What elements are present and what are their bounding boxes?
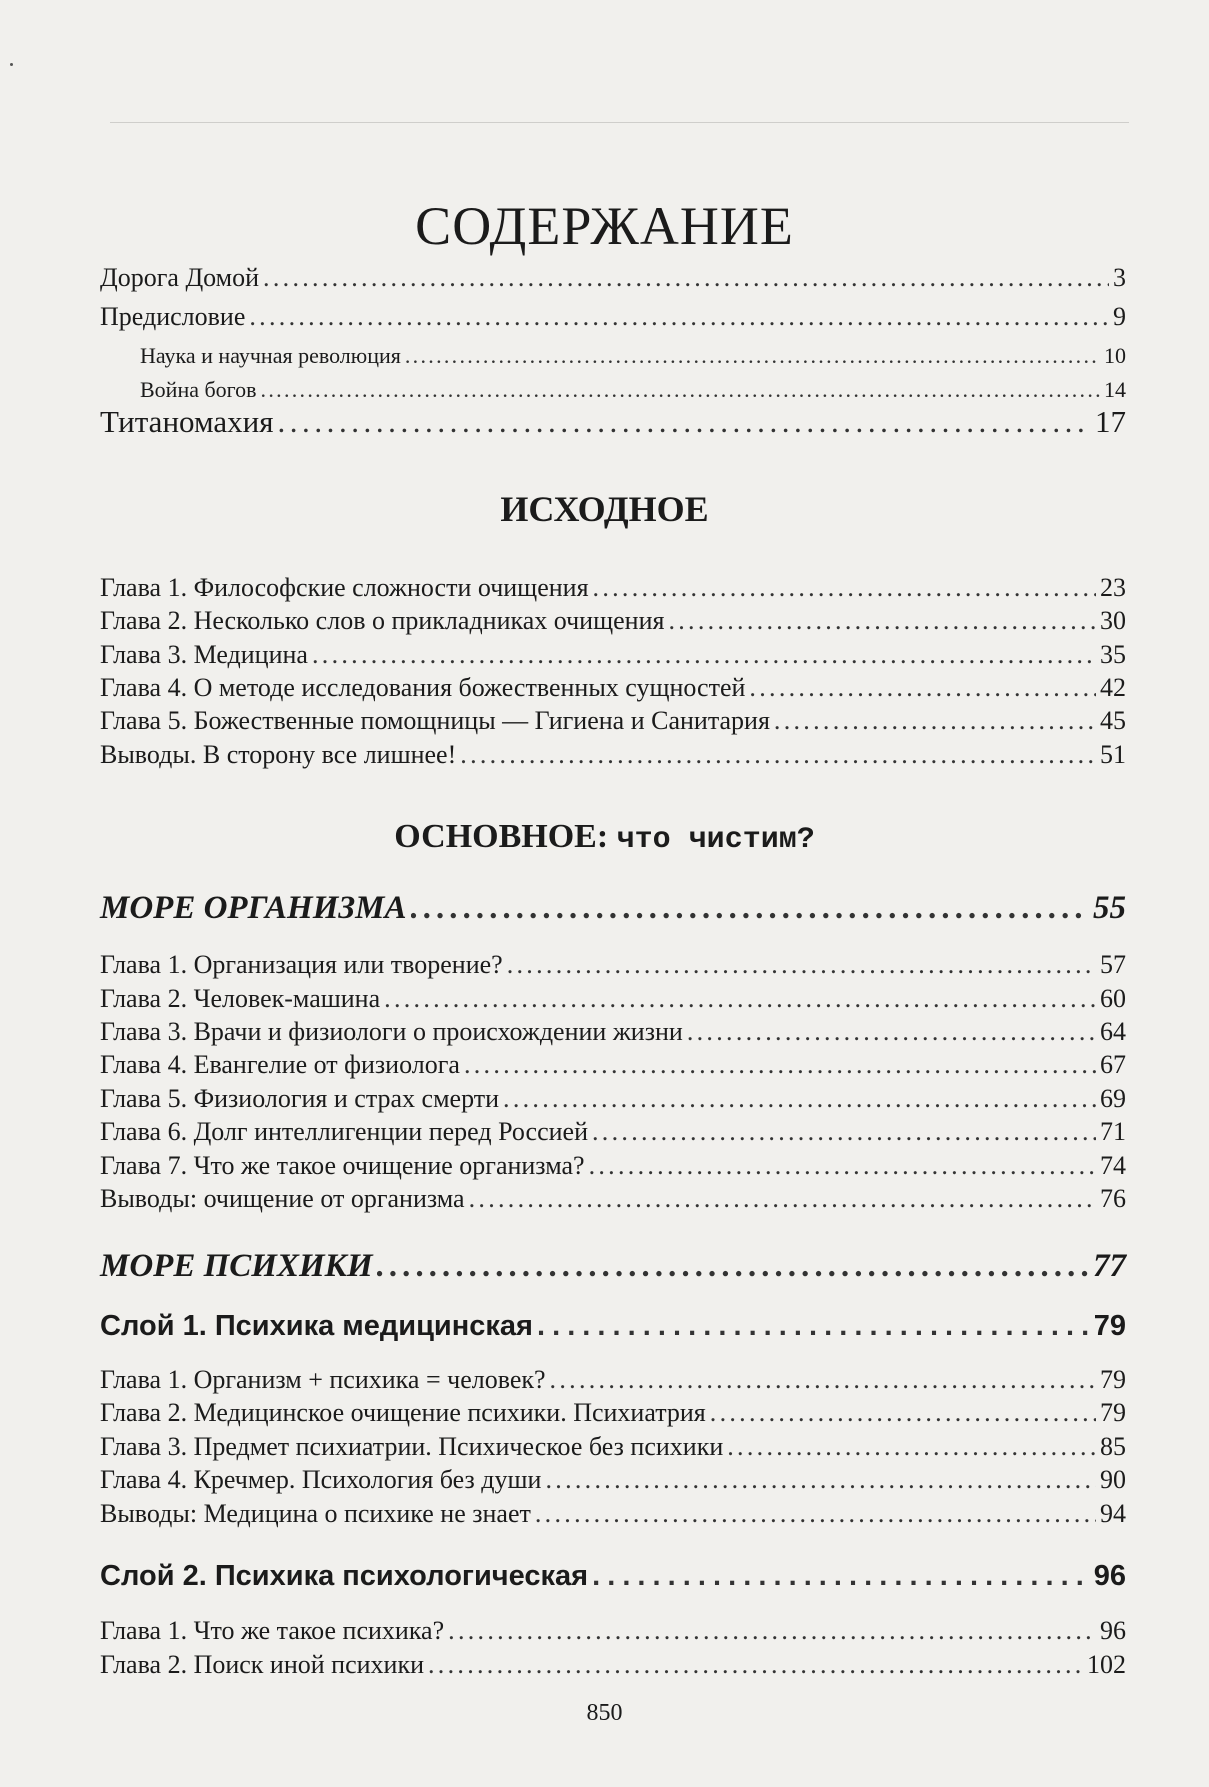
toc-entry (100, 1050, 1126, 1080)
entry-page: 35 (1100, 640, 1126, 669)
leader-dots (312, 640, 1096, 670)
entry-page: 77 (1093, 1248, 1126, 1284)
entry-page: 42 (1100, 673, 1126, 702)
toc-entry (100, 1365, 1126, 1395)
entry-label: МОРЕ ПСИХИКИ (100, 1248, 373, 1284)
toc-subentry (140, 377, 1126, 402)
leader-dots (405, 343, 1100, 368)
entry-label: Выводы. В сторону все лишнее! (100, 740, 457, 769)
leader-dots (277, 404, 1091, 440)
entry-page: 60 (1100, 984, 1126, 1013)
leader-dots (261, 377, 1100, 402)
leader-dots (464, 1050, 1096, 1080)
leader-dots (668, 606, 1096, 636)
section-heading-rest: что чистим? (616, 823, 815, 857)
toc-entry (100, 1117, 1126, 1147)
toc-entry (100, 1616, 1126, 1646)
entry-label: Глава 1. Философские сложности очищения (100, 573, 589, 602)
leader-dots (535, 1499, 1096, 1529)
toc-entry (100, 573, 1126, 603)
entry-page: 10 (1104, 343, 1126, 368)
toc-entry (100, 1084, 1126, 1114)
toc-entry (100, 263, 1126, 293)
toc-entry (100, 640, 1126, 670)
leader-dots (460, 740, 1096, 770)
entry-label: Глава 2. Несколько слов о прикладниках очищения (100, 606, 665, 635)
leader-dots (589, 1151, 1096, 1181)
leader-dots (469, 1184, 1096, 1214)
bleed-through-rule (110, 122, 1129, 123)
entry-label: Титаномахия (100, 404, 274, 439)
toc-entry (100, 606, 1126, 636)
entry-label: Глава 5. Божественные помощницы — Гигиена и Санитария (100, 706, 770, 735)
toc-entry (100, 740, 1126, 770)
leader-dots (411, 890, 1089, 928)
entry-page: 67 (1100, 1050, 1126, 1079)
entry-page: 14 (1104, 377, 1126, 402)
toc-subentry (140, 343, 1126, 368)
entry-label: Глава 5. Физиология и страх смерти (100, 1084, 500, 1113)
entry-label: Выводы: очищение от организма (100, 1184, 465, 1213)
entry-label: Глава 1. Что же такое психика? (100, 1616, 445, 1645)
leader-dots (384, 984, 1096, 1014)
entry-label: Война богов (140, 377, 257, 402)
leader-dots (545, 1465, 1096, 1495)
section-heading-bold: ОСНОВНОЕ: (394, 818, 609, 855)
toc-entry (100, 984, 1126, 1014)
toc-entry (100, 1151, 1126, 1181)
entry-page: 64 (1100, 1017, 1126, 1046)
entry-label: Слой 2. Психика психологическая (100, 1560, 589, 1592)
leader-dots (507, 950, 1096, 980)
leader-dots (727, 1432, 1096, 1462)
entry-page: 17 (1095, 404, 1126, 439)
leader-dots (249, 302, 1109, 332)
toc-entry (100, 1017, 1126, 1047)
toc-part-entry (100, 1248, 1126, 1286)
entry-page: 23 (1100, 573, 1126, 602)
leader-dots (448, 1616, 1096, 1646)
entry-label: Выводы: Медицина о психике не знает (100, 1499, 531, 1528)
entry-label: Глава 1. Организм + психика = человек? (100, 1365, 546, 1394)
entry-page: 90 (1100, 1465, 1126, 1494)
toc-entry (100, 1432, 1126, 1462)
entry-page: 55 (1093, 890, 1126, 926)
entry-page: 96 (1100, 1616, 1126, 1645)
entry-page: 69 (1100, 1084, 1126, 1113)
section-heading (0, 818, 1209, 857)
entry-page: 102 (1087, 1650, 1126, 1679)
leader-dots (710, 1398, 1096, 1428)
toc-part-entry (100, 890, 1126, 928)
toc-entry (100, 1465, 1126, 1495)
entry-label: Предисловие (100, 302, 246, 331)
entry-label: Глава 1. Организация или творение? (100, 950, 503, 979)
toc-entry (100, 673, 1126, 703)
entry-page: 57 (1100, 950, 1126, 979)
leader-dots (550, 1365, 1096, 1395)
entry-label: Глава 3. Предмет психиатрии. Психическое без психики (100, 1432, 724, 1461)
entry-label: Наука и научная революция (140, 343, 401, 368)
leader-dots (428, 1650, 1083, 1680)
leader-dots (537, 1310, 1090, 1343)
entry-label: Глава 2. Человек-машина (100, 984, 381, 1013)
leader-dots (687, 1017, 1096, 1047)
entry-page: 74 (1100, 1151, 1126, 1180)
leader-dots (774, 706, 1096, 736)
toc-entry (100, 1184, 1126, 1214)
entry-label: Глава 6. Долг интеллигенции перед Россией (100, 1117, 588, 1146)
entry-page: 85 (1100, 1432, 1126, 1461)
page-title: СОДЕРЖАНИЕ (415, 196, 794, 256)
toc-entry (100, 302, 1126, 332)
entry-label: Глава 4. Евангелие от физиолога (100, 1050, 460, 1079)
toc-entry (100, 950, 1126, 980)
leader-dots (263, 263, 1109, 293)
entry-page: 79 (1093, 1310, 1126, 1342)
toc-entry (100, 1650, 1126, 1680)
entry-page: 94 (1100, 1499, 1126, 1528)
toc-layer-entry (100, 1560, 1126, 1593)
entry-label: Дорога Домой (100, 263, 260, 292)
toc-layer-entry (100, 1310, 1126, 1343)
entry-label: Глава 2. Поиск иной психики (100, 1650, 424, 1679)
entry-page: 79 (1100, 1398, 1126, 1427)
toc-entry (100, 1398, 1126, 1428)
leader-dots (592, 1560, 1090, 1593)
entry-page: 30 (1100, 606, 1126, 635)
entry-label: МОРЕ ОРГАНИЗМА (100, 890, 407, 926)
entry-label: Глава 4. Кречмер. Психология без души (100, 1465, 542, 1494)
toc-entry (100, 706, 1126, 736)
entry-page: 51 (1100, 740, 1126, 769)
leader-dots (749, 673, 1096, 703)
entry-label: Глава 3. Врачи и физиологи о происхождении жизни (100, 1017, 683, 1046)
section-heading: ИСХОДНОЕ (500, 489, 709, 529)
entry-label: Глава 3. Медицина (100, 640, 308, 669)
entry-page: 96 (1093, 1560, 1126, 1592)
entry-label: Глава 4. О методе исследования божественных сущностей (100, 673, 746, 702)
toc-entry (100, 404, 1126, 440)
entry-page: 9 (1113, 302, 1126, 331)
leader-dots (592, 1117, 1096, 1147)
entry-page: 76 (1100, 1184, 1126, 1213)
entry-page: 45 (1100, 706, 1126, 735)
leader-dots (593, 573, 1096, 603)
entry-label: Слой 1. Психика медицинская (100, 1310, 533, 1342)
entry-page: 3 (1113, 263, 1126, 292)
leader-dots (377, 1248, 1089, 1286)
speck (10, 63, 13, 66)
toc-entry (100, 1499, 1126, 1529)
entry-page: 79 (1100, 1365, 1126, 1394)
page-number: 850 (586, 1700, 623, 1726)
entry-page: 71 (1100, 1117, 1126, 1146)
entry-label: Глава 7. Что же такое очищение организма? (100, 1151, 585, 1180)
entry-label: Глава 2. Медицинское очищение психики. Психиатрия (100, 1398, 706, 1427)
leader-dots (503, 1084, 1096, 1114)
